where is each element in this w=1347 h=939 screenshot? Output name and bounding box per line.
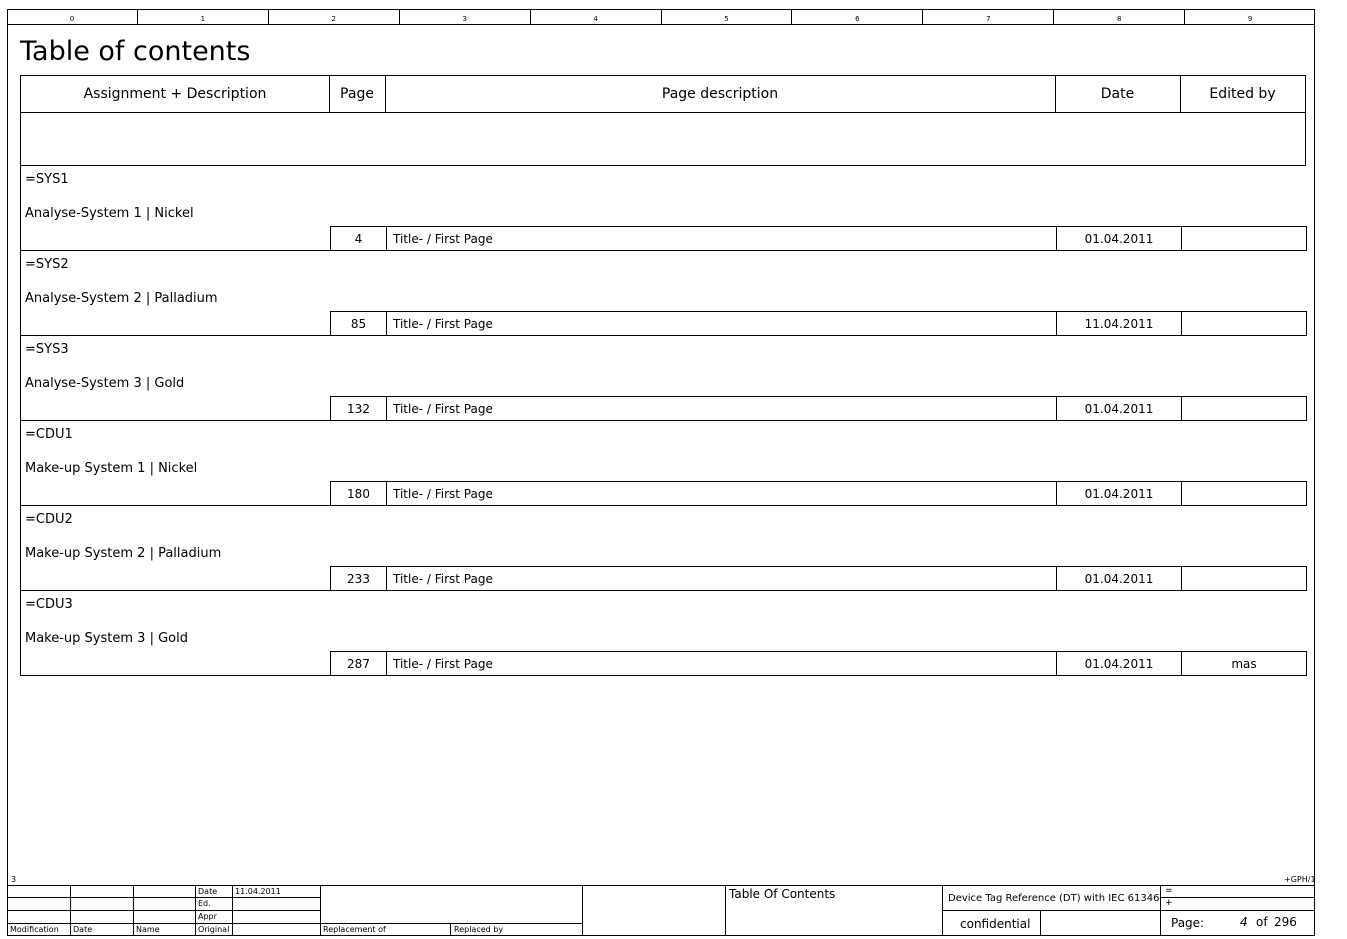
appr-label: Appr xyxy=(198,912,217,921)
section-tag: =SYS3 xyxy=(25,342,69,357)
header-date: Date xyxy=(1055,75,1181,113)
ruler-column-2: 2 xyxy=(269,9,400,24)
section-tag: =SYS2 xyxy=(25,257,69,272)
date-cell: 11.04.2011 xyxy=(1056,311,1182,336)
sheet-reference-right: +GPH/1 xyxy=(1284,875,1316,884)
header-assignment: Assignment + Description xyxy=(20,75,330,113)
divider xyxy=(7,897,320,898)
titleblock-top-line xyxy=(7,885,1315,886)
header-edited-by: Edited by xyxy=(1180,75,1306,113)
divider xyxy=(7,923,583,924)
page-total: 296 xyxy=(1274,915,1297,929)
divider xyxy=(1160,897,1315,898)
page-number: 4 xyxy=(1240,915,1248,929)
toc-section xyxy=(20,591,1306,676)
page-label: Page: xyxy=(1171,916,1205,930)
replaced-by-label: Replaced by xyxy=(454,925,504,934)
toc-section xyxy=(20,251,1306,336)
page-description-cell: Title- / First Page xyxy=(386,481,1057,506)
edited-by-cell: mas xyxy=(1181,651,1307,676)
divider xyxy=(1040,910,1041,936)
modification-label: Modification xyxy=(10,925,59,934)
ruler-column-3: 3 xyxy=(400,9,531,24)
toc-section xyxy=(20,421,1306,506)
toc-section xyxy=(20,506,1306,591)
device-tag-reference: Device Tag Reference (DT) with IEC 61346 xyxy=(948,893,1160,904)
page-description-cell: Title- / First Page xyxy=(386,566,1057,591)
edited-by-cell xyxy=(1181,311,1307,336)
toc-section xyxy=(20,336,1306,421)
location-prefix: + xyxy=(1165,898,1173,908)
section-tag: =SYS1 xyxy=(25,172,69,187)
sheet-number-left: 3 xyxy=(11,875,17,884)
divider xyxy=(725,885,726,936)
name-label: Name xyxy=(136,925,160,934)
date-column-label: Date xyxy=(73,925,93,934)
ruler-column-1: 1 xyxy=(138,9,269,24)
page-number-cell: 85 xyxy=(330,311,387,336)
page-number-cell: 132 xyxy=(330,396,387,421)
divider xyxy=(942,910,1315,911)
original-label: Original xyxy=(198,925,230,934)
edited-by-cell xyxy=(1181,481,1307,506)
of-label: of xyxy=(1256,915,1268,929)
page-number-cell: 4 xyxy=(330,226,387,251)
edited-by-cell xyxy=(1181,396,1307,421)
section-description: Make-up System 1 | Nickel xyxy=(25,461,198,476)
date-cell: 01.04.2011 xyxy=(1056,566,1182,591)
divider xyxy=(450,923,451,936)
ruler-column-8: 8 xyxy=(1054,9,1185,24)
page-description-cell: Title- / First Page xyxy=(386,651,1057,676)
toc-section xyxy=(20,166,1306,251)
function-prefix: = xyxy=(1165,886,1173,896)
divider xyxy=(7,910,320,911)
section-tag: =CDU3 xyxy=(25,597,73,612)
date-cell: 01.04.2011 xyxy=(1056,396,1182,421)
column-ruler xyxy=(7,9,1315,25)
ruler-column-9: 9 xyxy=(1247,15,1253,23)
replacement-of-label: Replacement of xyxy=(323,925,386,934)
document-title: Table Of Contents xyxy=(729,887,836,901)
page-title: Table of contents xyxy=(20,36,251,67)
page-number-cell: 180 xyxy=(330,481,387,506)
ruler-column-7: 7 xyxy=(923,9,1054,24)
divider xyxy=(1160,885,1161,936)
ruler-column-5: 5 xyxy=(662,9,793,24)
date-value: 11.04.2011 xyxy=(235,887,281,896)
section-description: Make-up System 3 | Gold xyxy=(25,631,188,646)
date-cell: 01.04.2011 xyxy=(1056,651,1182,676)
blank-row xyxy=(20,112,1306,166)
confidential-label: confidential xyxy=(960,917,1031,931)
edited-by-cell xyxy=(1181,566,1307,591)
page-number-cell: 233 xyxy=(330,566,387,591)
page-description-cell: Title- / First Page xyxy=(386,226,1057,251)
divider xyxy=(320,885,321,936)
section-description: Analyse-System 2 | Palladium xyxy=(25,291,218,306)
ruler-column-4: 4 xyxy=(531,9,662,24)
page-number-cell: 287 xyxy=(330,651,387,676)
edited-by-cell xyxy=(1181,226,1307,251)
date-label: Date xyxy=(198,887,218,896)
page-description-cell: Title- / First Page xyxy=(386,311,1057,336)
section-tag: =CDU1 xyxy=(25,427,73,442)
page-description-cell: Title- / First Page xyxy=(386,396,1057,421)
divider xyxy=(582,885,583,936)
ruler-column-0: 0 xyxy=(7,9,138,24)
date-cell: 01.04.2011 xyxy=(1056,226,1182,251)
header-page-description: Page description xyxy=(385,75,1056,113)
header-page: Page xyxy=(329,75,386,113)
section-tag: =CDU2 xyxy=(25,512,73,527)
section-description: Make-up System 2 | Palladium xyxy=(25,546,222,561)
date-cell: 01.04.2011 xyxy=(1056,481,1182,506)
section-description: Analyse-System 3 | Gold xyxy=(25,376,185,391)
ed-label: Ed. xyxy=(198,899,211,908)
ruler-column-6: 6 xyxy=(792,9,923,24)
section-description: Analyse-System 1 | Nickel xyxy=(25,206,194,221)
